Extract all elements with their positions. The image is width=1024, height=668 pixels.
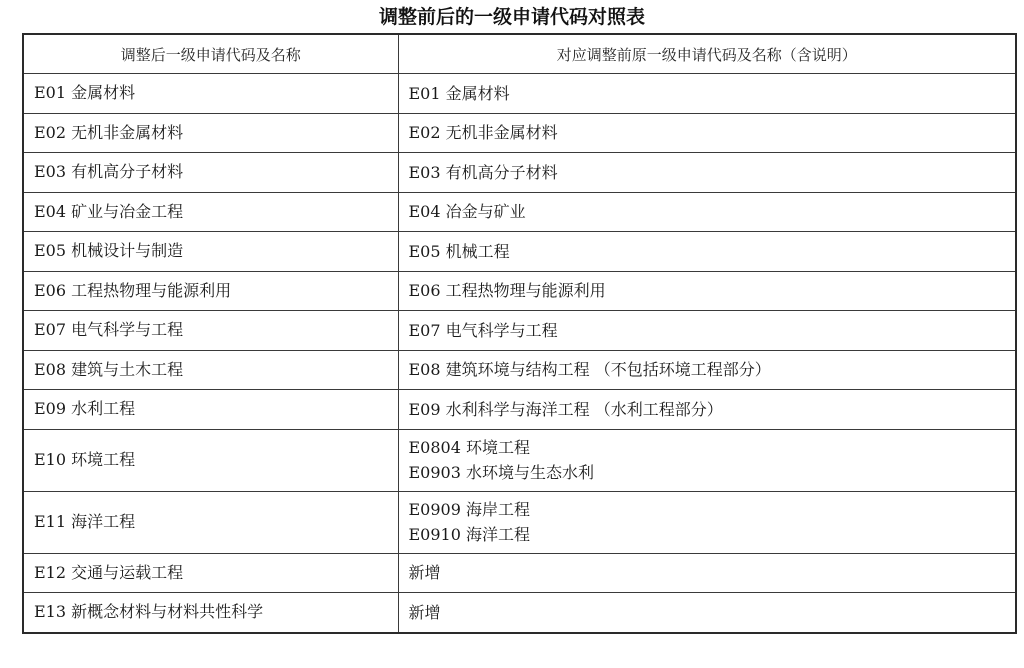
cell-after-code: E04 矿业与冶金工程 <box>23 192 398 232</box>
cell-before-code <box>398 390 1016 430</box>
cell-before-code <box>398 74 1016 114</box>
table-row <box>23 429 1016 491</box>
table-header-row <box>23 34 1016 74</box>
before-code-line: E03 有机高分子材料 <box>408 162 558 182</box>
table-title: 调整前后的一级申请代码对照表 <box>378 6 645 28</box>
cell-after-code: E02 无机非金属材料 <box>23 113 398 153</box>
cell-before-code <box>398 311 1016 351</box>
before-code-line: E07 电气科学与工程 <box>408 320 558 340</box>
table-row <box>23 350 1016 390</box>
cell-before-code <box>398 192 1016 232</box>
cell-before-code <box>398 491 1016 553</box>
cell-after-code: E07 电气科学与工程 <box>23 311 398 351</box>
cell-before-code <box>398 153 1016 193</box>
cell-after-code: E08 建筑与土木工程 <box>23 350 398 390</box>
cell-before-code <box>398 593 1016 633</box>
cell-after-code: E05 机械设计与制造 <box>23 232 398 272</box>
cell-after-code: E10 环境工程 <box>23 429 398 491</box>
table-row <box>23 271 1016 311</box>
table-row <box>23 390 1016 430</box>
before-code-line: E02 无机非金属材料 <box>408 123 558 143</box>
table-row <box>23 113 1016 153</box>
cell-before-code <box>398 113 1016 153</box>
before-code-line: E0903 水环境与生态水利 <box>408 463 594 482</box>
cell-before-code <box>398 232 1016 272</box>
before-code-line: E06 工程热物理与能源利用 <box>408 281 606 301</box>
table-row <box>23 491 1016 553</box>
cell-before-code <box>398 553 1016 593</box>
cell-after-code: E01 金属材料 <box>23 74 398 114</box>
table-row <box>23 153 1016 193</box>
table-row <box>23 593 1016 633</box>
before-code-line: E0910 海洋工程 <box>408 525 530 544</box>
before-code-line: 新增 <box>408 563 441 583</box>
before-code-line: E08 建筑环境与结构工程 （不包括环境工程部分） <box>408 360 771 380</box>
before-code-line: E09 水利科学与海洋工程 （水利工程部分） <box>408 399 723 419</box>
table-row <box>23 553 1016 593</box>
table-row <box>23 311 1016 351</box>
before-code-line: E05 机械工程 <box>408 241 510 261</box>
before-code-line: E04 冶金与矿业 <box>408 202 526 222</box>
table-row <box>23 74 1016 114</box>
before-code-line: E0909 海岸工程 <box>408 500 530 519</box>
table-row <box>23 192 1016 232</box>
cell-after-code: E11 海洋工程 <box>23 491 398 553</box>
cell-after-code: E09 水利工程 <box>23 390 398 430</box>
cell-before-code <box>398 271 1016 311</box>
cell-after-code: E03 有机高分子材料 <box>23 153 398 193</box>
cell-before-code <box>398 429 1016 491</box>
header-before-code: 对应调整前原一级申请代码及名称（含说明） <box>398 34 1016 74</box>
cell-after-code: E12 交通与运载工程 <box>23 553 398 593</box>
cell-after-code: E06 工程热物理与能源利用 <box>23 271 398 311</box>
cell-before-code <box>398 350 1016 390</box>
code-mapping-table <box>22 33 1017 634</box>
cell-after-code: E13 新概念材料与材料共性科学 <box>23 593 398 633</box>
before-code-line: 新增 <box>408 602 441 622</box>
before-code-line: E0804 环境工程 <box>408 438 530 457</box>
table-row <box>23 232 1016 272</box>
before-code-line: E01 金属材料 <box>408 83 510 103</box>
header-after-code: 调整后一级申请代码及名称 <box>23 34 398 74</box>
